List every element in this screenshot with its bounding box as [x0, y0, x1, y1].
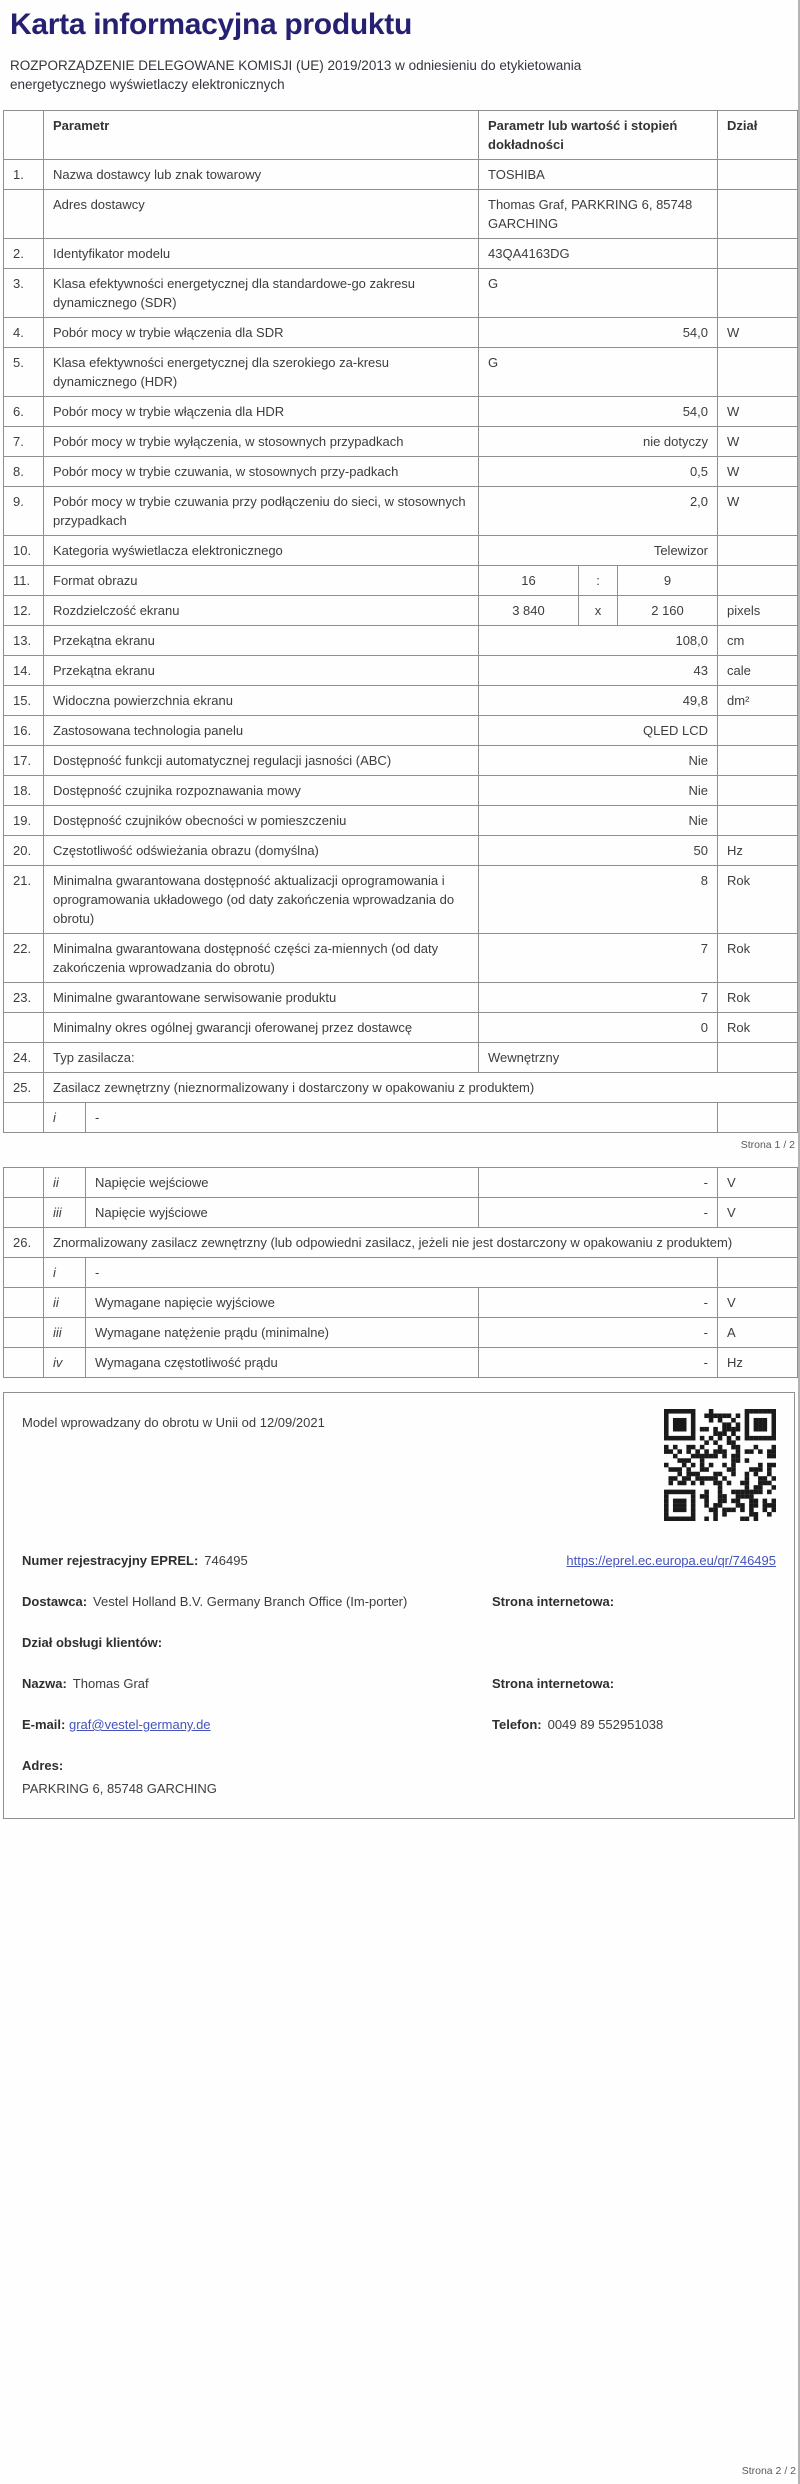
row-number: [4, 1013, 44, 1043]
param-value: Telewizor: [479, 536, 718, 566]
param-value: 49,8: [479, 686, 718, 716]
unit-label: Rok: [718, 983, 798, 1013]
param-value: 54,0: [479, 318, 718, 348]
table-row: [4, 656, 798, 686]
unit-label: W: [718, 487, 798, 536]
param-value: -: [479, 1348, 718, 1378]
row-number: 3.: [4, 269, 44, 318]
header-unit: Dział: [718, 111, 798, 160]
param-value: 7: [479, 983, 718, 1013]
param-value-2: 9: [618, 566, 718, 596]
row-number: 10.: [4, 536, 44, 566]
header-parameter: Parametr: [44, 111, 479, 160]
unit-label: Hz: [718, 836, 798, 866]
param-value: 7: [479, 934, 718, 983]
table-row: [4, 457, 798, 487]
param-value: nie dotyczy: [479, 427, 718, 457]
table-row: [4, 1073, 798, 1103]
unit-label: dm²: [718, 686, 798, 716]
row-number: 13.: [4, 626, 44, 656]
param-value: TOSHIBA: [479, 160, 718, 190]
param-label: Przekątna ekranu: [44, 626, 479, 656]
table-row: [4, 190, 798, 239]
row-number: 24.: [4, 1043, 44, 1073]
param-label: Identyfikator modelu: [44, 239, 479, 269]
param-separator: :: [579, 566, 618, 596]
header-number-cell: [4, 111, 44, 160]
table-row: [4, 397, 798, 427]
param-value: -: [86, 1258, 718, 1288]
table-row: [4, 566, 798, 596]
table-row: [4, 536, 798, 566]
table-row: [4, 348, 798, 397]
row-number: 7.: [4, 427, 44, 457]
model-info-box: [3, 1392, 795, 1819]
param-value: Wewnętrzny: [479, 1043, 718, 1073]
param-label: Zastosowana technologia panelu: [44, 716, 479, 746]
row-number: 11.: [4, 566, 44, 596]
unit-label: V: [718, 1168, 798, 1198]
param-label: Format obrazu: [44, 566, 479, 596]
table-row: [4, 318, 798, 348]
unit-label: [718, 239, 798, 269]
eprel-link[interactable]: https://eprel.ec.europa.eu/qr/746495: [566, 1553, 776, 1568]
row-number: [4, 1288, 44, 1318]
unit-label: V: [718, 1288, 798, 1318]
param-label: Minimalne gwarantowane serwisowanie produktu: [44, 983, 479, 1013]
unit-label: [718, 269, 798, 318]
row-number: [4, 1258, 44, 1288]
row-number: [4, 1318, 44, 1348]
email-line: [22, 1715, 482, 1734]
param-label: Przekątna ekranu: [44, 656, 479, 686]
table-row: [4, 1318, 798, 1348]
row-number: 14.: [4, 656, 44, 686]
row-number: 4.: [4, 318, 44, 348]
contact-name-line: [22, 1674, 482, 1693]
table-header-row: [4, 111, 798, 160]
param-label: Znormalizowany zasilacz zewnętrzny (lub odpowiedni zasilacz, jeżeli nie jest dostarczony w opakowaniu z produktem): [44, 1228, 798, 1258]
param-label: Kategoria wyświetlacza elektronicznego: [44, 536, 479, 566]
website-label-2: Strona internetowa:: [492, 1676, 615, 1691]
unit-label: Rok: [718, 866, 798, 934]
model-market-date: Model wprowadzany do obrotu w Unii od 12/09/2021: [22, 1415, 325, 1430]
row-number: [4, 1103, 44, 1133]
param-value: -: [479, 1168, 718, 1198]
email-label: E-mail:: [22, 1717, 66, 1732]
table-row: [4, 427, 798, 457]
roman-index: ii: [44, 1168, 86, 1198]
address-label: Adres:: [22, 1758, 64, 1773]
table-row: [4, 686, 798, 716]
unit-label: W: [718, 397, 798, 427]
param-label: Pobór mocy w trybie czuwania, w stosownych przy-padkach: [44, 457, 479, 487]
row-number: 9.: [4, 487, 44, 536]
name-value: Thomas Graf: [72, 1676, 149, 1691]
phone-value: 0049 89 552951038: [547, 1717, 664, 1732]
param-label: Typ zasilacza:: [44, 1043, 479, 1073]
row-number: 20.: [4, 836, 44, 866]
parameters-table-page1: [3, 110, 798, 1133]
regulation-subtitle: ROZPORZĄDZENIE DELEGOWANE KOMISJI (UE) 2019/2013 w odniesieniu do etykietowania energetycznego wyświetlaczy elektronicznych: [10, 58, 582, 92]
eprel-number: 746495: [204, 1553, 248, 1568]
table-row: [4, 866, 798, 934]
param-label: Dostępność funkcji automatycznej regulacji jasności (ABC): [44, 746, 479, 776]
row-number: 5.: [4, 348, 44, 397]
supplier-line: [22, 1592, 482, 1611]
header-value: Parametr lub wartość i stopień dokładności: [479, 111, 718, 160]
table-row: [4, 1258, 798, 1288]
param-label: Wymagane napięcie wyjściowe: [86, 1288, 479, 1318]
unit-label: [718, 1103, 798, 1133]
row-number: 22.: [4, 934, 44, 983]
param-label: Nazwa dostawcy lub znak towarowy: [44, 160, 479, 190]
unit-label: [718, 536, 798, 566]
supplier-label: Dostawca:: [22, 1594, 88, 1609]
table-row: [4, 1043, 798, 1073]
unit-label: [718, 160, 798, 190]
roman-index: iii: [44, 1198, 86, 1228]
param-label: Widoczna powierzchnia ekranu: [44, 686, 479, 716]
param-label: Adres dostawcy: [44, 190, 479, 239]
param-value: Thomas Graf, PARKRING 6, 85748 GARCHING: [479, 190, 718, 239]
table-row: [4, 626, 798, 656]
email-link[interactable]: graf@vestel-germany.de: [68, 1717, 211, 1732]
table-row: [4, 1103, 798, 1133]
supplier-value: Vestel Holland B.V. Germany Branch Office (Im-porter): [93, 1594, 408, 1609]
row-number: 8.: [4, 457, 44, 487]
table-row: [4, 160, 798, 190]
param-label: Klasa efektywności energetycznej dla standardowe-go zakresu dynamicznego (SDR): [44, 269, 479, 318]
param-label: Częstotliwość odświeżania obrazu (domyślna): [44, 836, 479, 866]
page2-number: Strona 2 / 2: [741, 2465, 796, 2477]
param-value: Nie: [479, 746, 718, 776]
param-label: Minimalna gwarantowana dostępność aktualizacji oprogramowania i oprogramowania układowego (od daty zakończenia wprowadzania do obrotu): [44, 866, 479, 934]
roman-index: i: [44, 1103, 86, 1133]
param-label: Pobór mocy w trybie włączenia dla SDR: [44, 318, 479, 348]
param-value: -: [479, 1318, 718, 1348]
table-row: [4, 239, 798, 269]
param-value: Nie: [479, 806, 718, 836]
roman-index: ii: [44, 1288, 86, 1318]
param-value: 8: [479, 866, 718, 934]
row-number: 16.: [4, 716, 44, 746]
param-value: 0,5: [479, 457, 718, 487]
table-row: [4, 487, 798, 536]
unit-label: A: [718, 1318, 798, 1348]
roman-index: iii: [44, 1318, 86, 1348]
param-label: Napięcie wejściowe: [86, 1168, 479, 1198]
param-label: Klasa efektywności energetycznej dla szerokiego za-kresu dynamicznego (HDR): [44, 348, 479, 397]
unit-label: cm: [718, 626, 798, 656]
website-label-1: Strona internetowa:: [492, 1594, 615, 1609]
param-label: Pobór mocy w trybie czuwania przy podłączeniu do sieci, w stosownych przypadkach: [44, 487, 479, 536]
param-value-1: 16: [479, 566, 579, 596]
eprel-label: Numer rejestracyjny EPREL:: [22, 1553, 199, 1568]
table-row: [4, 1288, 798, 1318]
qr-code: [664, 1409, 776, 1521]
row-number: [4, 1348, 44, 1378]
row-number: [4, 190, 44, 239]
unit-label: cale: [718, 656, 798, 686]
row-number: 19.: [4, 806, 44, 836]
row-number: 17.: [4, 746, 44, 776]
param-value: -: [479, 1288, 718, 1318]
row-number: [4, 1198, 44, 1228]
row-number: 12.: [4, 596, 44, 626]
unit-label: W: [718, 457, 798, 487]
unit-label: [718, 716, 798, 746]
table-row: [4, 716, 798, 746]
param-value-1: 3 840: [479, 596, 579, 626]
page1-number: Strona 1 / 2: [740, 1139, 795, 1151]
param-value: -: [86, 1103, 718, 1133]
unit-label: [718, 566, 798, 596]
eprel-registration: [22, 1551, 248, 1570]
page-title: Karta informacyjna produktu: [10, 8, 412, 41]
unit-label: [718, 806, 798, 836]
table-row: [4, 806, 798, 836]
unit-label: [718, 1258, 798, 1288]
table-row: [4, 1348, 798, 1378]
unit-label: V: [718, 1198, 798, 1228]
customer-dept-label: Dział obsługi klientów:: [22, 1635, 163, 1650]
param-value: G: [479, 269, 718, 318]
table-row: [4, 1198, 798, 1228]
param-label: Pobór mocy w trybie wyłączenia, w stosownych przypadkach: [44, 427, 479, 457]
table-row: [4, 1228, 798, 1258]
unit-label: W: [718, 427, 798, 457]
row-number: 6.: [4, 397, 44, 427]
name-label: Nazwa:: [22, 1676, 67, 1691]
param-value: 50: [479, 836, 718, 866]
param-label: Wymagane natężenie prądu (minimalne): [86, 1318, 479, 1348]
table-row: [4, 934, 798, 983]
table-row: [4, 983, 798, 1013]
unit-label: Rok: [718, 1013, 798, 1043]
row-number: 26.: [4, 1228, 44, 1258]
phone-line: [492, 1715, 776, 1734]
unit-label: [718, 348, 798, 397]
param-label: Pobór mocy w trybie włączenia dla HDR: [44, 397, 479, 427]
row-number: [4, 1168, 44, 1198]
param-label: Dostępność czujników obecności w pomieszczeniu: [44, 806, 479, 836]
unit-label: W: [718, 318, 798, 348]
param-value: 54,0: [479, 397, 718, 427]
address-value: PARKRING 6, 85748 GARCHING: [22, 1781, 217, 1796]
param-value: Nie: [479, 776, 718, 806]
table-row: [4, 836, 798, 866]
parameters-table-page2: [3, 1167, 798, 1378]
table-row: [4, 269, 798, 318]
param-value: 43: [479, 656, 718, 686]
param-label: Rozdzielczość ekranu: [44, 596, 479, 626]
unit-label: [718, 1043, 798, 1073]
table-row: [4, 1013, 798, 1043]
row-number: 1.: [4, 160, 44, 190]
table-row: [4, 776, 798, 806]
row-number: 21.: [4, 866, 44, 934]
param-label: Napięcie wyjściowe: [86, 1198, 479, 1228]
param-label: Minimalna gwarantowana dostępność części za-miennych (od daty zakończenia wprowadzania do obrotu): [44, 934, 479, 983]
unit-label: [718, 190, 798, 239]
row-number: 23.: [4, 983, 44, 1013]
unit-label: Rok: [718, 934, 798, 983]
row-number: 25.: [4, 1073, 44, 1103]
unit-label: [718, 776, 798, 806]
roman-index: i: [44, 1258, 86, 1288]
param-label: Minimalny okres ogólnej gwarancji oferowanej przez dostawcę: [44, 1013, 479, 1043]
unit-label: [718, 746, 798, 776]
param-label: Dostępność czujnika rozpoznawania mowy: [44, 776, 479, 806]
phone-label: Telefon:: [492, 1717, 542, 1732]
param-value: 108,0: [479, 626, 718, 656]
unit-label: Hz: [718, 1348, 798, 1378]
param-value: QLED LCD: [479, 716, 718, 746]
param-label: Wymagana częstotliwość prądu: [86, 1348, 479, 1378]
row-number: 18.: [4, 776, 44, 806]
param-value: 2,0: [479, 487, 718, 536]
param-value: G: [479, 348, 718, 397]
row-number: 2.: [4, 239, 44, 269]
unit-label: pixels: [718, 596, 798, 626]
table-row: [4, 1168, 798, 1198]
param-label: Zasilacz zewnętrzny (nieznormalizowany i dostarczony w opakowaniu z produktem): [44, 1073, 798, 1103]
param-value: 0: [479, 1013, 718, 1043]
row-number: 15.: [4, 686, 44, 716]
roman-index: iv: [44, 1348, 86, 1378]
param-value: -: [479, 1198, 718, 1228]
param-value-2: 2 160: [618, 596, 718, 626]
table-row: [4, 596, 798, 626]
table-row: [4, 746, 798, 776]
param-value: 43QA4163DG: [479, 239, 718, 269]
param-separator: x: [579, 596, 618, 626]
